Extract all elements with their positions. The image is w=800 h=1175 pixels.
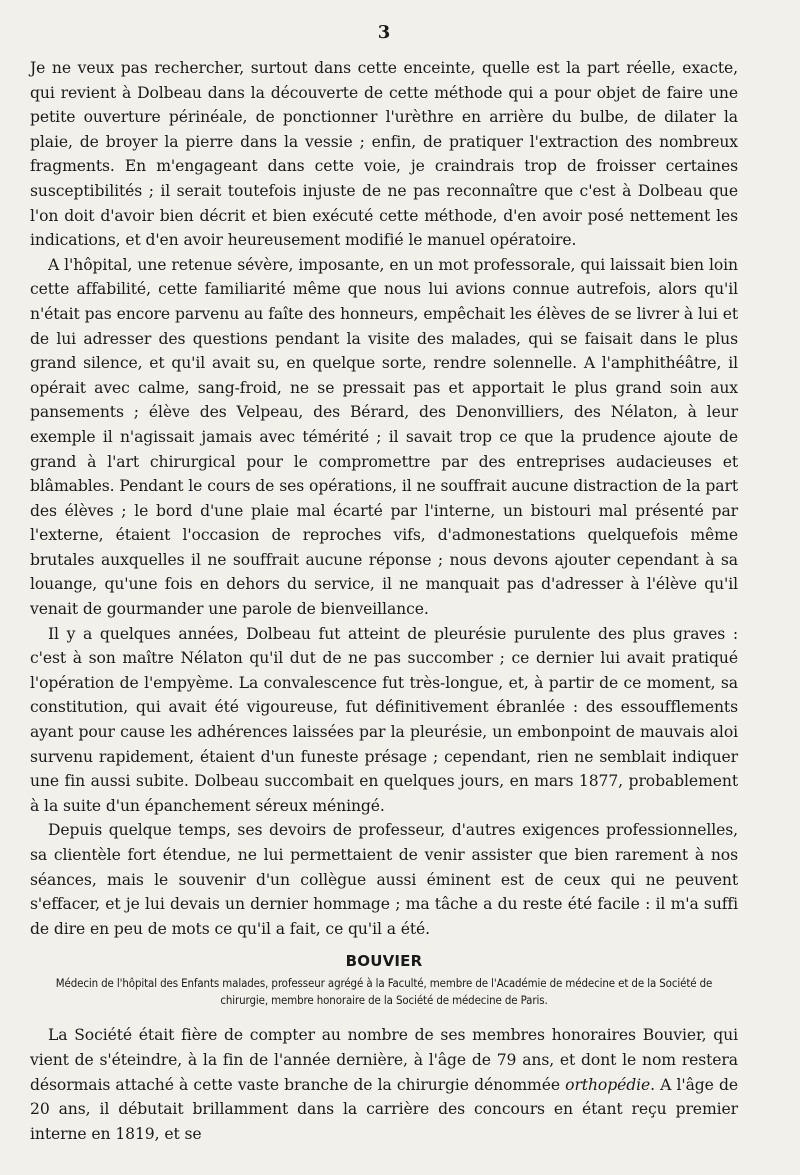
bouvier-intro-end: . A l'âge de 20 ans, il débutait brillamment dans la carrière des concours en étant reçu premier interne en 1819, et se	[30, 1075, 738, 1143]
paragraph-final-homage: Depuis quelque temps, ses devoirs de professeur, d'autres exigences professionnelles, sa clientèle fort étendue, ne lui permettaient de venir assister que bien rarement à nos séances, mais le souvenir d'un collègue aussi éminent est de ceux qui ne peuvent s'effacer, et je lui devais un dernier hommage ; ma tâche a du reste été facile : il m'a suffi de dire en peu de mots ce qu'il a fait, ce qu'il a été.	[30, 821, 738, 938]
paragraph-bouvier-intro	[30, 1023, 738, 1146]
bouvier-intro-start: La Société était fière de compter au nombre de ses membres honoraires Bouvier, qui vient de s'éteindre, à la fin de l'année dernière, à l'âge de 79 ans, et dont le nom restera désormais attaché à cette vaste branche de la chirurgie dénommée	[30, 1026, 738, 1094]
section-bouvier	[30, 951, 738, 1146]
bouvier-intro-emphasis: orthopédie	[565, 1075, 651, 1094]
section-title: BOUVIER	[345, 952, 423, 971]
section-subtitle: Médecin de l'hôpital des Enfants malades, professeur agrégé à la Faculté, membre de l'Académie de médecine et de la Société de chirurgie, membre honoraire de la Société de médecine de Paris.	[55, 976, 713, 1008]
document-body	[30, 56, 738, 1146]
paragraph-hospital-conduct: A l'hôpital, une retenue sévère, imposante, en un mot professorale, qui laissait bien loin cette affabilité, cette familiarité même que nous lui avions connue autrefois, alors qu'il n'était pas encore parvenu au faîte des honneurs, empêchait les élèves de se livrer à lui et de lui adresser des questions pendant la visite des malades, qui se faisait dans le plus grand silence, et qu'il avait su, en quelque sorte, rendre solennelle. A l'amphithéâtre, il opérait avec calme, sang-froid, ne se pressait pas et apportait le plus grand soin aux pansements ; élève des Velpeau, des Bérard, des Denonvilliers, des Nélaton, à leur exemple il n'agissait jamais avec témérité ; il savait trop ce que la prudence ajoute de grand à l'art chirurgical pour le compromettre par des entreprises audacieuses et blâmables. Pendant le cours de ses opérations, il ne souffrait aucune distraction de la part des élèves ; le bord d'une plaie mal écarté par l'interne, un bistouri mal présenté par l'externe, étaient l'occasion de reproches vifs, d'admonestations quelquefois même brutales auxquelles il ne souffrait aucune réponse ; nous devons ajouter cependant à sa louange, qu'une fois en dehors du service, il ne manquait pas d'adresser à l'élève qu'il venait de gourmander une parole de bienveillance.	[30, 255, 738, 619]
page-number: 3	[377, 22, 391, 43]
paragraph-illness-death: Il y a quelques années, Dolbeau fut atteint de pleurésie purulente des plus graves : c'est à son maître Nélaton qu'il dut de ne pas succomber ; ce dernier lui avait pratiqué l'opération de l'empyème. La convalescence fut très-longue, et, à partir de ce moment, sa constitution, qui avait été vigoureuse, fut définitivement ébranlée : des essoufflements ayant pour cause les adhérences laissées par la pleurésie, un embonpoint de mauvais aloi survenu rapidement, étaient d'un funeste présage ; cependant, rien ne semblait indiquer une fin aussi subite. Dolbeau succombait en quelques jours, en mars 1877, probablement à la suite d'un épanchement séreux méningé.	[30, 624, 738, 815]
paragraph-lithotomy-method: Je ne veux pas rechercher, surtout dans cette enceinte, quelle est la part réelle, exacte, qui revient à Dolbeau dans la découverte de cette méthode qui a pour objet de faire une petite ouverture périnéale, de ponctionner l'urèthre en arrière du bulbe, de dilater la plaie, de broyer la pierre dans la vessie ; enfin, de pratiquer l'extraction des nombreux fragments. En m'engageant dans cette voie, je craindrais trop de froisser certaines susceptibilités ; il serait toutefois injuste de ne pas reconnaître que c'est à Dolbeau que l'on doit d'avoir bien décrit et bien exécuté cette méthode, d'en avoir posé nettement les indications, et d'en avoir heureusement modifié le manuel opératoire.	[30, 59, 738, 250]
